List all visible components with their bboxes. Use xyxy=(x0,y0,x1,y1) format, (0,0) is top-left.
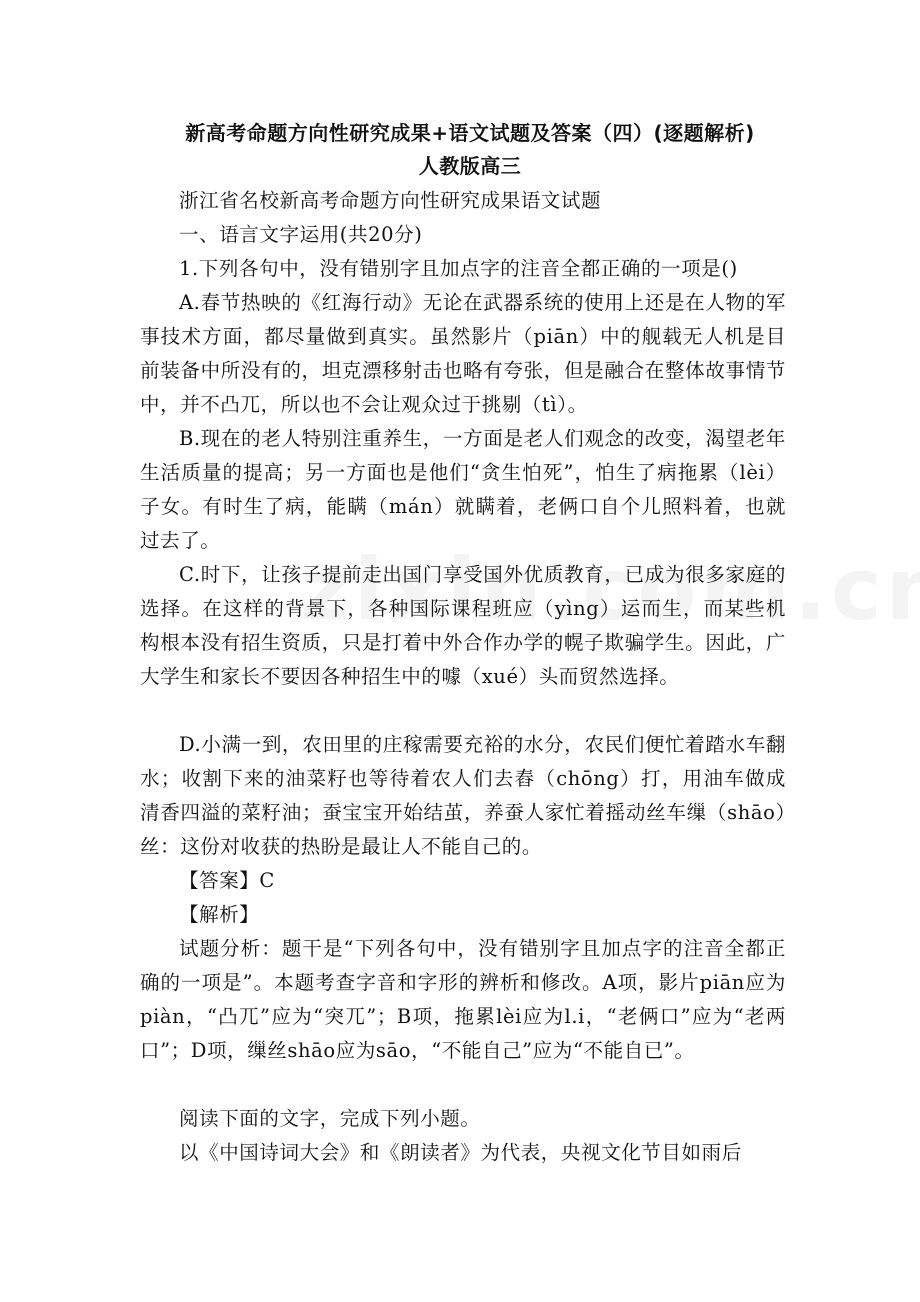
answer-label: 【答案】C xyxy=(179,869,275,892)
reading-prompt: 阅读下面的文字，完成下列小题。 xyxy=(179,1107,481,1130)
option-c: C.时下，让孩子提前走出国门享受国外优质教育，已成为很多家庭的选择。在这样的背景下，各种国际课程班应（yìng）运而生，而某些机构根本没有招生资质，只是打着中外合作办学的幌子欺骗学生。因此，广大学生和家长不要因各种招生中的噱（xué）头而贸然选择。 xyxy=(140,563,786,688)
analysis-label: 【解析】 xyxy=(179,903,260,926)
document-title: 新高考命题方向性研究成果+语文试题及答案（四）(逐题解析) xyxy=(185,121,755,145)
option-d: D.小满一到，农田里的庄稼需要充裕的水分，农民们便忙着踏水车翻水；收割下来的油菜籽也等待着农人们去舂（chōng）打，用油车做成清香四溢的菜籽油；蚕宝宝开始结茧，养蚕人家忙着摇动丝车缫（shāo）丝：这份对收获的热盼是最让人不能自己的。 xyxy=(140,733,786,858)
section-heading: 一、语言文字运用(共20分) xyxy=(179,223,423,246)
option-a: A.春节热映的《红海行动》无论在武器系统的使用上还是在人物的军事技术方面，都尽量做到真实。虽然影片（piān）中的舰载无人机是目前装备中所没有的，坦克漂移射击也略有夸张，但是融合在整体故事情节中，并不凸兀，所以也不会让观众过于挑剔（tì）。 xyxy=(140,291,786,416)
subtitle: 浙江省名校新高考命题方向性研究成果语文试题 xyxy=(179,189,602,212)
question-stem: 1.下列各句中，没有错别字且加点字的注音全都正确的一项是() xyxy=(179,257,738,280)
document-title-line2: 人教版高三 xyxy=(418,154,522,178)
reading-passage-start: 以《中国诗词大会》和《朗读者》为代表，央视文化节目如雨后 xyxy=(179,1141,742,1164)
option-b: B.现在的老人特别注重养生，一方面是老人们观念的改变，渴望老年生活质量的提高；另一方面也是他们“贪生怕死”，怕生了病拖累（lèi）子女。有时生了病，能瞒（mán）就瞒着，老俩口自个儿照料着，也就过去了。 xyxy=(140,427,786,552)
analysis-text: 试题分析：题干是“下列各句中，没有错别字且加点字的注音全都正确的一项是”。本题考查字音和字形的辨析和修改。A项，影片piān应为piàn，“凸兀”应为“突兀”；B项，拖累lèi应为l.i，“老俩口”应为“老两口”；D项，缫丝shāo应为sāo，“不能自己”应为“不能自已”。 xyxy=(140,937,786,1062)
